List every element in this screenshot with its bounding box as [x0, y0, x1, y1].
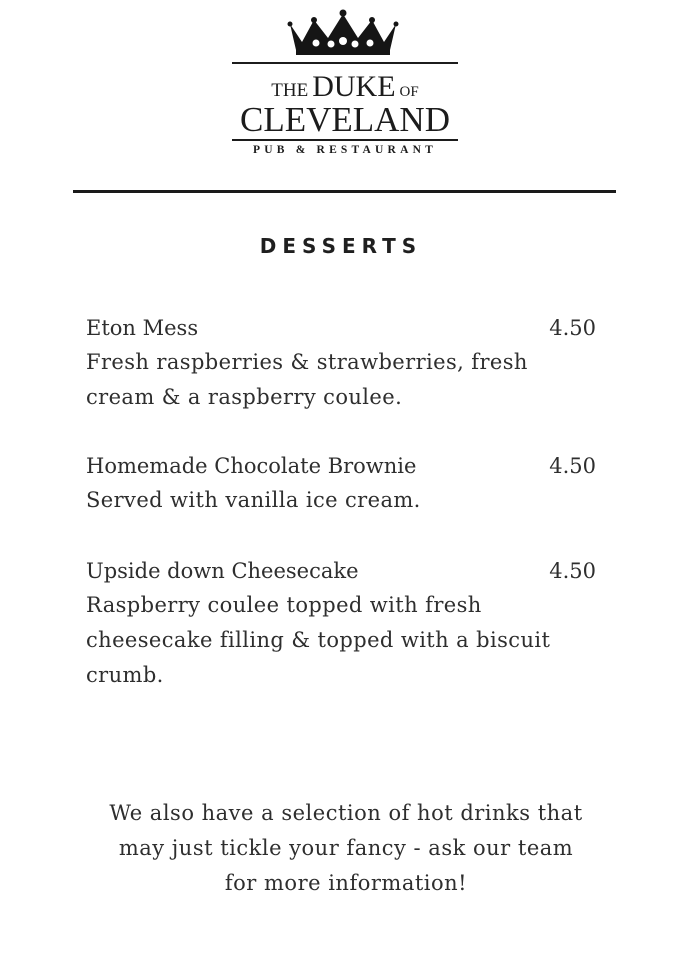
item-price: 4.50 — [549, 559, 596, 583]
menu-item — [86, 311, 596, 415]
crown-icon — [286, 8, 400, 56]
item-price: 4.50 — [549, 316, 596, 340]
logo-the: THE — [271, 80, 309, 101]
section-title: DESSERTS — [259, 234, 423, 258]
item-description: Fresh raspberries & strawberries, fresh cream & a raspberry coulee. — [86, 350, 528, 409]
menu-item — [86, 449, 596, 518]
logo-of: OF — [399, 84, 419, 100]
item-description: Raspberry coulee topped with fresh cheesecake filling & topped with a biscuit crumb. — [86, 593, 551, 687]
logo-title-line1 — [228, 70, 462, 104]
footer-note: We also have a selection of hot drinks that may just tickle your fancy - ask our team for more information! — [109, 801, 583, 895]
logo-cleveland: CLEVELAND — [240, 100, 450, 139]
logo-bottom-rule — [232, 139, 458, 141]
item-name: Eton Mess — [86, 316, 199, 340]
item-description: Served with vanilla ice cream. — [86, 488, 421, 512]
item-name: Homemade Chocolate Brownie — [86, 454, 417, 478]
logo — [228, 8, 462, 160]
item-price: 4.50 — [549, 454, 596, 478]
logo-top-rule — [232, 62, 458, 64]
menu-item — [86, 554, 596, 693]
logo-subtitle: PUB & RESTAURANT — [253, 144, 437, 156]
logo-duke: DUKE — [312, 70, 396, 103]
header-divider — [73, 190, 616, 193]
item-name: Upside down Cheesecake — [86, 559, 359, 583]
